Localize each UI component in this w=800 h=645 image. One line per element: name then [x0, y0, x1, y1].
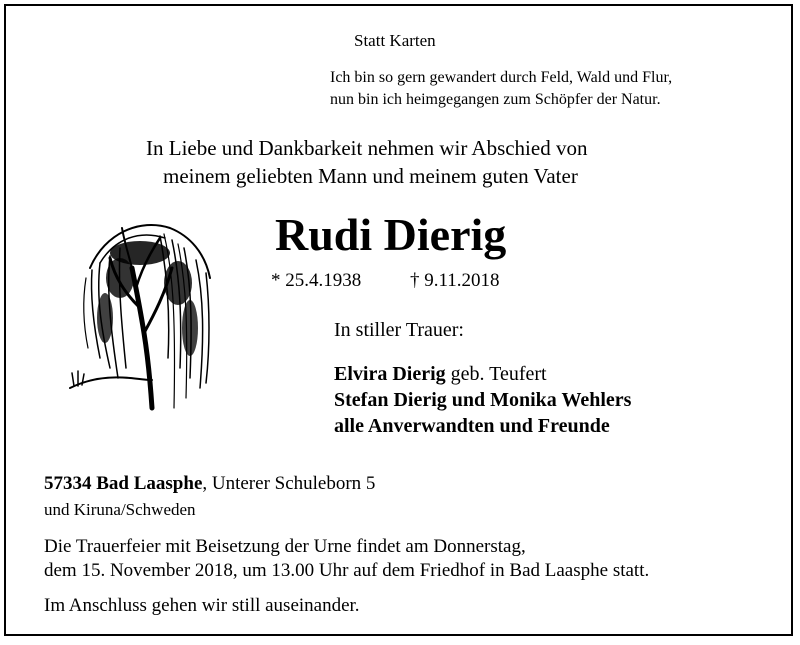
address-street: , Unterer Schuleborn 5 — [202, 473, 376, 494]
death-date: † 9.11.2018 — [410, 270, 500, 291]
birth-date: * 25.4.1938 — [271, 270, 362, 291]
funeral-line-2: dem 15. November 2018, um 13.00 Uhr auf dem Friedhof in Bad Laasphe statt. — [44, 560, 650, 581]
spouse-maiden-name: geb. Teufert — [445, 363, 547, 385]
spouse-name: Elvira Dierig — [334, 363, 446, 385]
deceased-name: Rudi Dierig — [275, 209, 507, 260]
poem-line-2: nun bin ich heimgegangen zum Schöpfer der Natur. — [330, 91, 661, 108]
address-line-2: und Kiruna/Schweden — [44, 500, 196, 519]
intro-line-2: meinem geliebten Mann und meinem guten Vater — [163, 164, 578, 188]
mourner-line-1 — [334, 364, 547, 384]
funeral-line-3: Im Anschluss gehen wir still auseinander. — [44, 595, 360, 616]
address-postal-city: 57334 Bad Laasphe — [44, 473, 203, 494]
address-line-1 — [44, 474, 375, 493]
funeral-line-1: Die Trauerfeier mit Beisetzung der Urne findet am Donnerstag, — [44, 536, 526, 557]
statt-karten-text: Statt Karten — [354, 31, 436, 50]
weeping-willow-icon — [60, 208, 220, 418]
mourners-heading: In stiller Trauer: — [334, 319, 464, 341]
intro-line-1: In Liebe und Dankbarkeit nehmen wir Abschied von — [146, 136, 588, 160]
mourner-line-2: Stefan Dierig und Monika Wehlers — [334, 389, 632, 411]
poem-line-1: Ich bin so gern gewandert durch Feld, Wald und Flur, — [330, 69, 673, 86]
mourner-line-3: alle Anverwandten und Freunde — [334, 415, 610, 437]
